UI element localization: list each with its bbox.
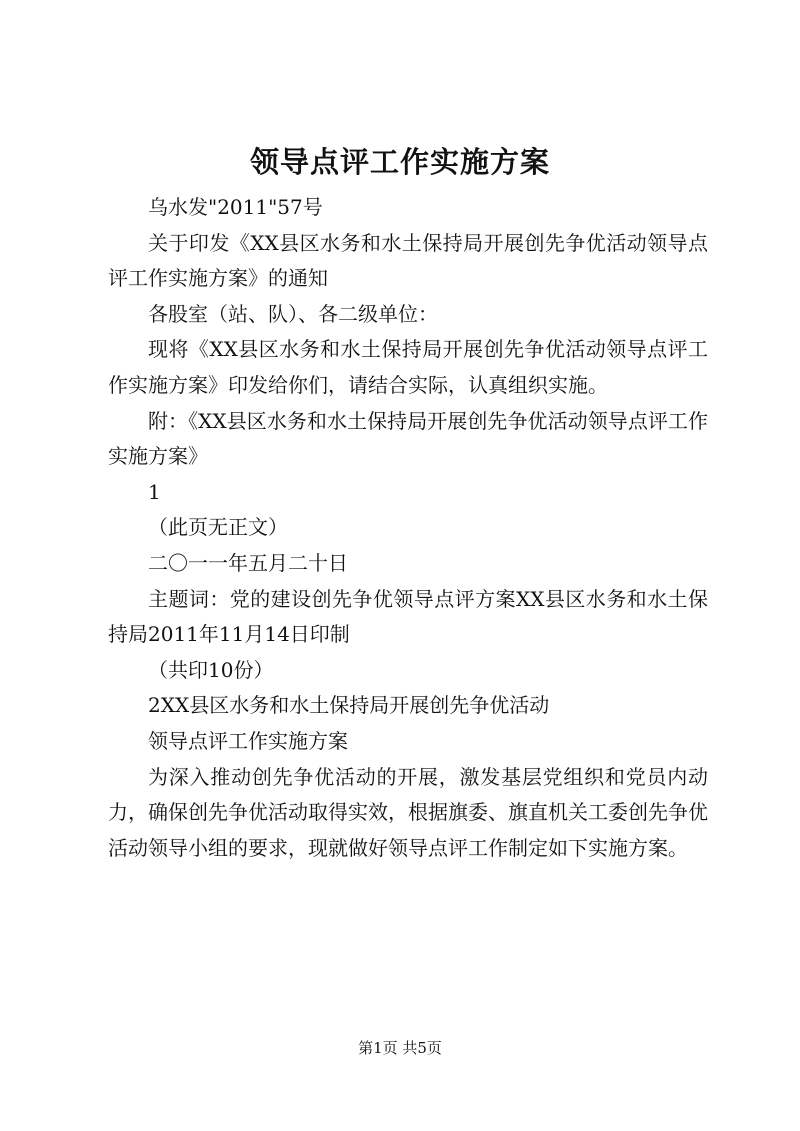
notice-heading: 关于印发《XX县区水务和水土保持局开展创先争优活动领导点评工作实施方案》的通知 — [108, 230, 708, 291]
page-footer: 第1页 共5页 — [358, 1039, 442, 1057]
issue-date: 二〇一一年五月二十日 — [148, 550, 348, 575]
section-subheading: 领导点评工作实施方案 — [148, 728, 348, 753]
print-count: （共印10份） — [148, 657, 274, 682]
notice-body: 现将《XX县区水务和水土保持局开展创先争优活动领导点评工作实施方案》印发给你们，请结合实际，认真组织实施。 — [108, 337, 708, 397]
no-text-note: （此页无正文） — [148, 515, 288, 540]
section-heading: 2XX县区水务和水土保持局开展创先争优活动 — [148, 693, 550, 718]
plan-intro: 为深入推动创先争优活动的开展，激发基层党组织和党员内动力，确保创先争优活动取得实效，根据旗委、旗直机关工委创先争优活动领导小组的要求，现就做好领导点评工作制定如下实施方案。 — [108, 764, 708, 860]
page-marker: 1 — [148, 479, 161, 504]
recipients: 各股室（站、队）、各二级单位： — [148, 301, 438, 326]
doc-number: 乌水发"2011"57号 — [148, 195, 323, 219]
document-body — [108, 190, 708, 866]
document-title: 领导点评工作实施方案 — [249, 145, 550, 179]
subject-terms: 主题词：党的建设创先争优领导点评方案XX县区水务和水土保持局2011年11月14日印制 — [108, 586, 708, 647]
attachment-line: 附：《XX县区水务和水土保持局开展创先争优活动领导点评工作实施方案》 — [108, 408, 708, 469]
